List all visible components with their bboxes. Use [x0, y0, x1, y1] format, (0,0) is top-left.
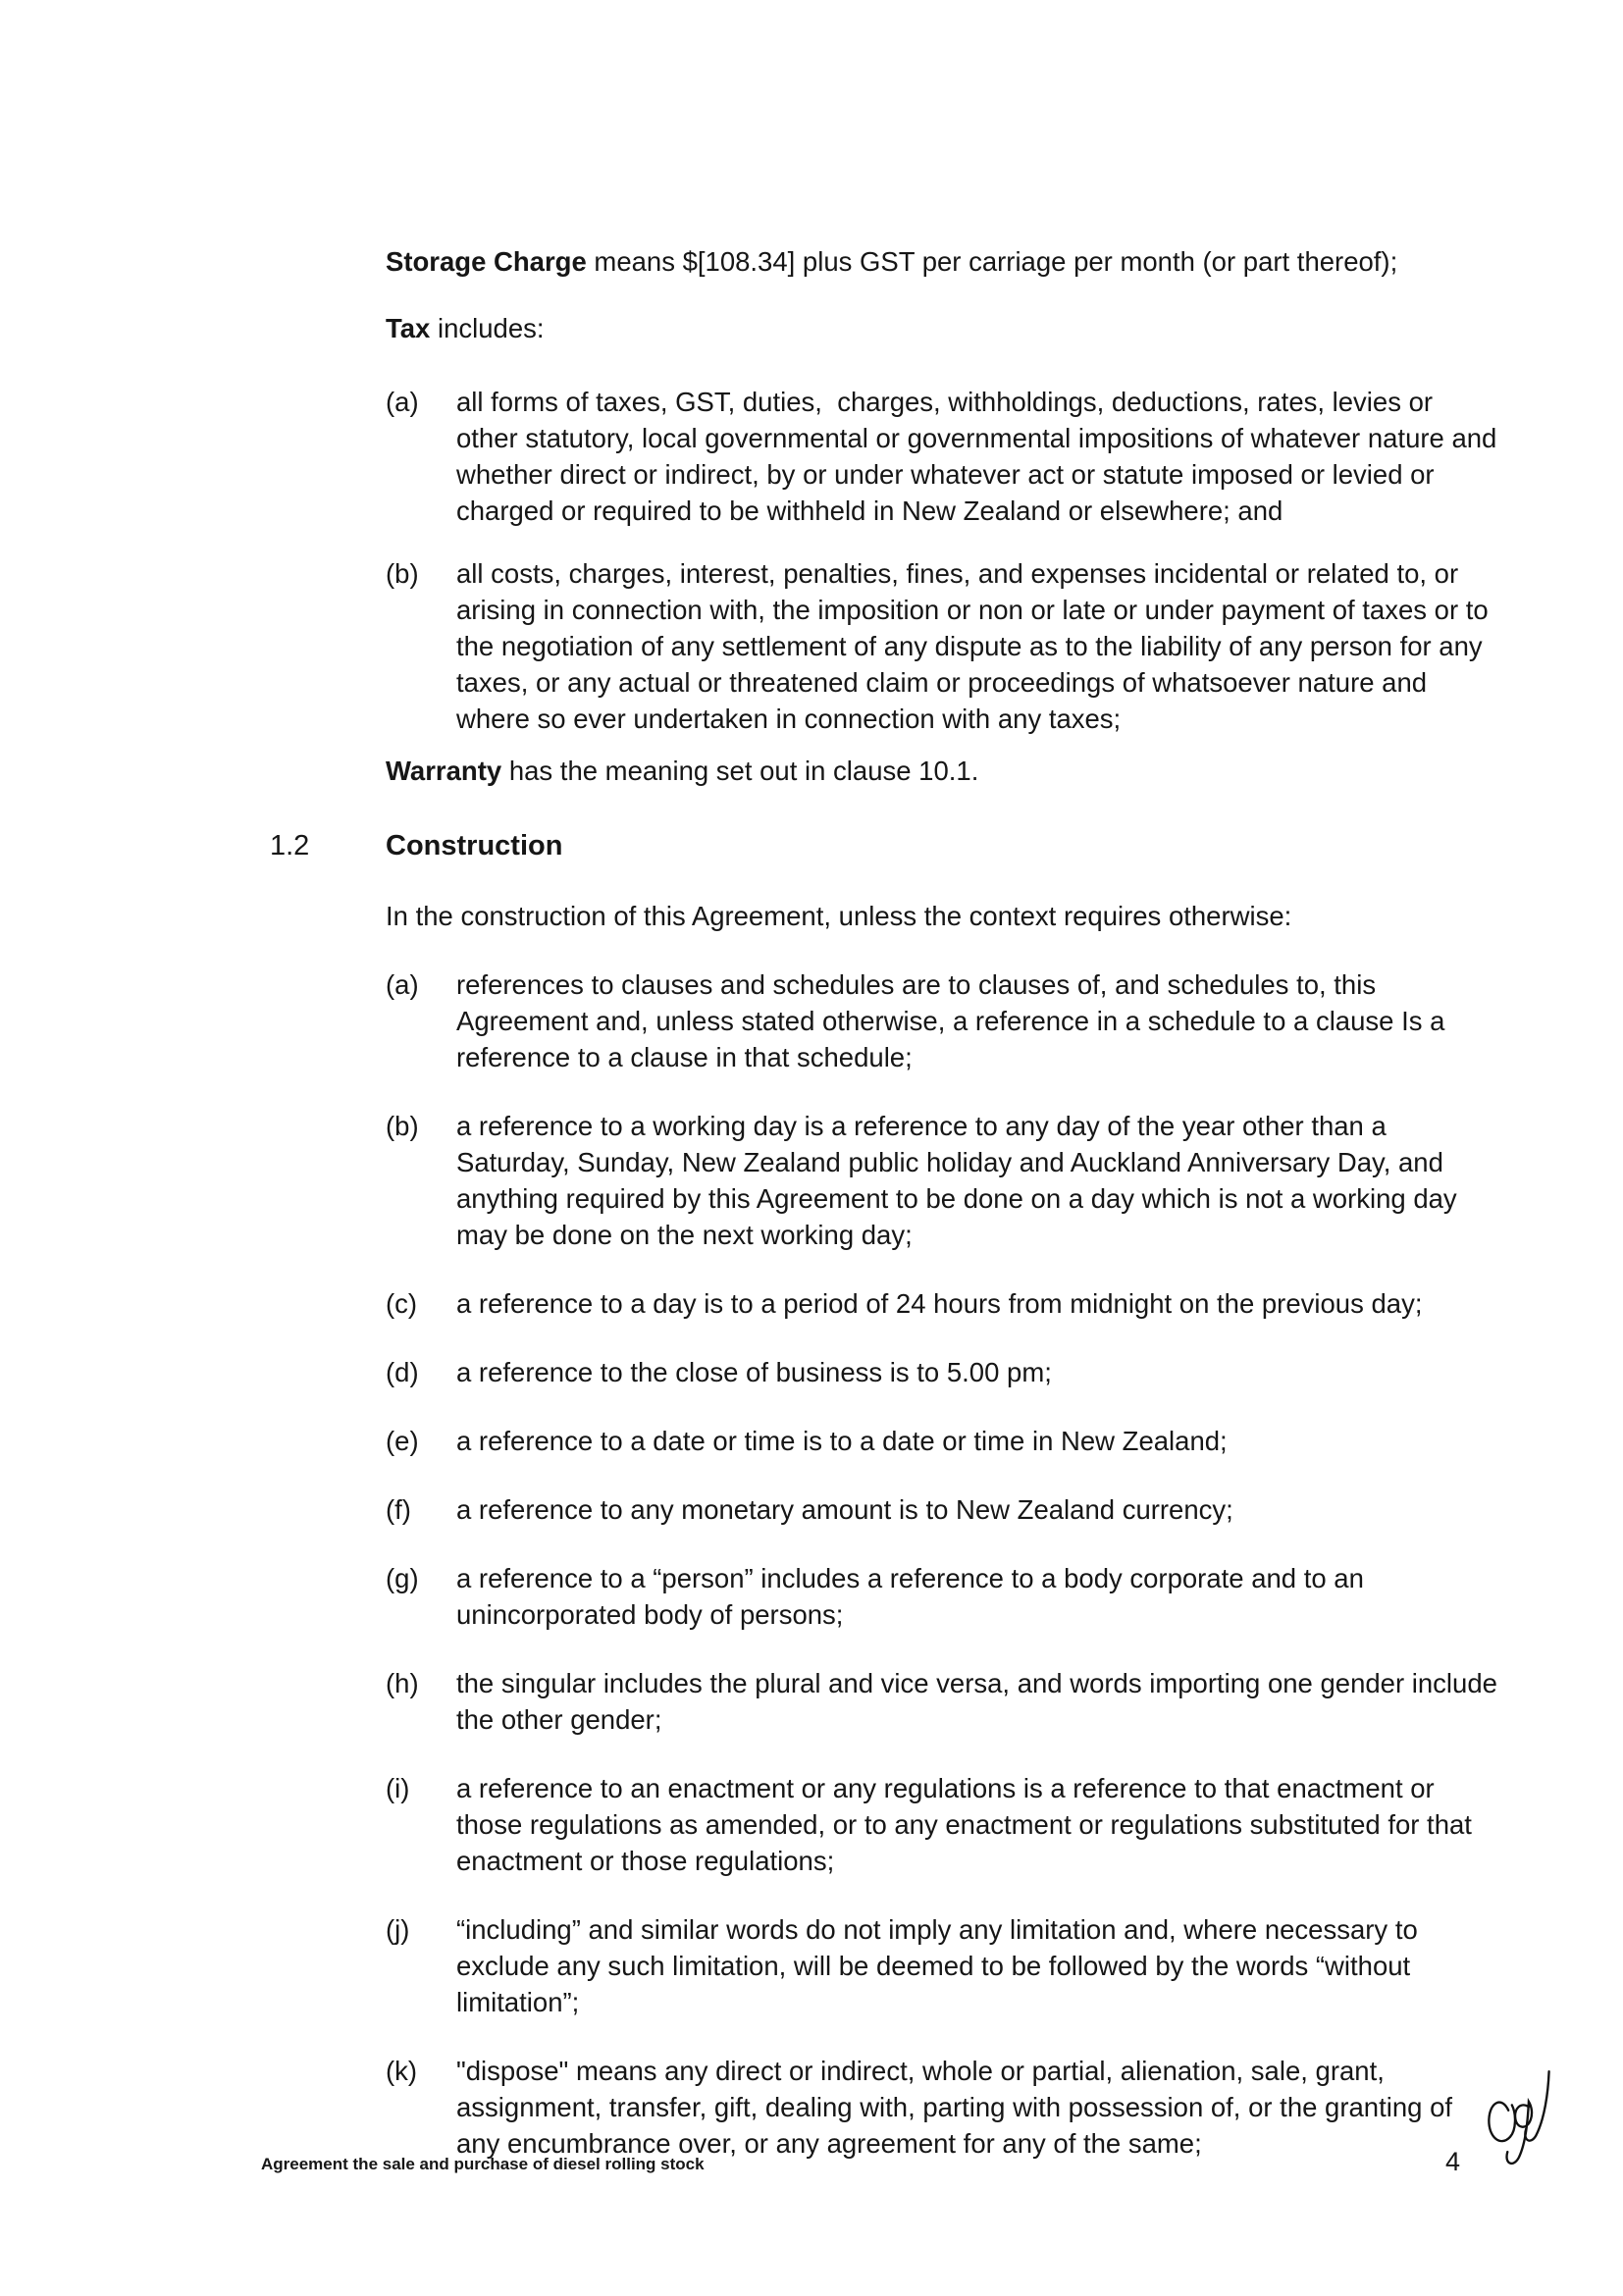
- list-item-text: the singular includes the plural and vice versa, and words importing one gender include the other gender;: [456, 1668, 1505, 1735]
- list-item: [386, 1108, 1501, 1253]
- section-title: Construction: [386, 830, 563, 861]
- list-marker: (b): [386, 558, 419, 589]
- list-marker: (f): [386, 1494, 411, 1525]
- list-item-text: a reference to a date or time is to a date or time in New Zealand;: [456, 1426, 1228, 1456]
- list-item: [386, 966, 1501, 1075]
- definition-text: includes:: [430, 313, 545, 343]
- section-intro: In the construction of this Agreement, unless the context requires otherwise:: [386, 901, 1292, 931]
- definition-term: Tax: [386, 313, 431, 343]
- footer-document-title: Agreement the sale and purchase of diesel rolling stock: [261, 2155, 705, 2173]
- list-marker: (e): [386, 1426, 419, 1456]
- list-item-text: a reference to a working day is a reference to any day of the year other than a Saturday, Sunday, New Zealand public holiday and Auckland Anniversary Day, and anything required by this Agreement to be done on a day which is not a working day may be done on the next working day;: [456, 1111, 1465, 1250]
- list-item-text: a reference to the close of business is to 5.00 pm;: [456, 1357, 1052, 1387]
- list-marker: (a): [386, 387, 419, 417]
- definition-text: means $[108.34] plus GST per carriage per month (or part thereof);: [586, 246, 1398, 277]
- list-item: [386, 2053, 1501, 2162]
- definition-storage-charge: [386, 243, 1501, 280]
- list-item: [386, 1423, 1501, 1459]
- list-item-text: references to clauses and schedules are to clauses of, and schedules to, this Agreement and, unless stated otherwise, a reference in a schedule to a clause Is a reference to a clause in that schedule;: [456, 969, 1453, 1072]
- list-item-text: all costs, charges, interest, penalties, fines, and expenses incidental or related to, or arising in connection with, the imposition or non or late or under payment of taxes or to the negotiation of any settlement of any dispute as to the liability of any person for any taxes, or any actual or threatened claim or proceedings of whatsoever nature and where so ever undertaken in connection with any taxes;: [456, 558, 1496, 734]
- definition-term: Storage Charge: [386, 246, 587, 277]
- definition-tax: [386, 310, 1501, 346]
- list-item-text: a reference to a “person” includes a reference to a body corporate and to an unincorporated body of persons;: [456, 1563, 1372, 1630]
- list-item: [386, 1354, 1501, 1390]
- list-item: [386, 384, 1504, 529]
- section-heading: [270, 828, 1501, 864]
- list-item: [386, 1285, 1501, 1322]
- page-number: 4: [1445, 2147, 1461, 2176]
- list-item: [386, 1491, 1501, 1528]
- list-item-text: "dispose" means any direct or indirect, whole or partial, alienation, sale, grant, assignment, transfer, gift, dealing with, parting with possession of, or the granting of any encumbrance over, or any agreement for any of the same;: [456, 2056, 1460, 2159]
- list-marker: (a): [386, 969, 419, 1000]
- list-marker: (k): [386, 2056, 418, 2086]
- list-marker: (j): [386, 1914, 410, 1945]
- list-item: [386, 1770, 1501, 1879]
- list-marker: (c): [386, 1288, 418, 1319]
- document-body: [270, 243, 1505, 2162]
- list-item: [386, 1560, 1501, 1633]
- list-item: [386, 555, 1501, 737]
- handwritten-initials-icon: [1478, 2064, 1560, 2170]
- list-item-text: a reference to a day is to a period of 24 hours from midnight on the previous day;: [456, 1288, 1423, 1319]
- list-marker: (g): [386, 1563, 419, 1593]
- list-item-text: “including” and similar words do not imply any limitation and, where necessary to exclude any such limitation, will be deemed to be followed by the words “without limitation”;: [456, 1914, 1426, 2017]
- list-marker: (b): [386, 1111, 419, 1141]
- list-item: [386, 1911, 1501, 2020]
- list-marker: (i): [386, 1773, 410, 1803]
- definition-warranty: [386, 753, 1501, 789]
- list-item: [386, 1665, 1505, 1738]
- list-marker: (h): [386, 1668, 419, 1698]
- list-item-text: a reference to an enactment or any regulations is a reference to that enactment or those regulations as amended, or to any enactment or regulations substituted for that enactment or those regulations;: [456, 1773, 1480, 1876]
- definition-term: Warranty: [386, 756, 502, 786]
- list-marker: (d): [386, 1357, 419, 1387]
- list-item-text: all forms of taxes, GST, duties, charges, withholdings, deductions, rates, levies or other statutory, local governmental or governmental impositions of whatever nature and whether direct or indirect, by or under whatever act or statute imposed or levied or charged or required to be withheld in New Zealand or elsewhere; and: [456, 387, 1504, 526]
- section-number: 1.2: [270, 830, 310, 861]
- list-item-text: a reference to any monetary amount is to New Zealand currency;: [456, 1494, 1233, 1525]
- definition-text: has the meaning set out in clause 10.1.: [501, 756, 979, 786]
